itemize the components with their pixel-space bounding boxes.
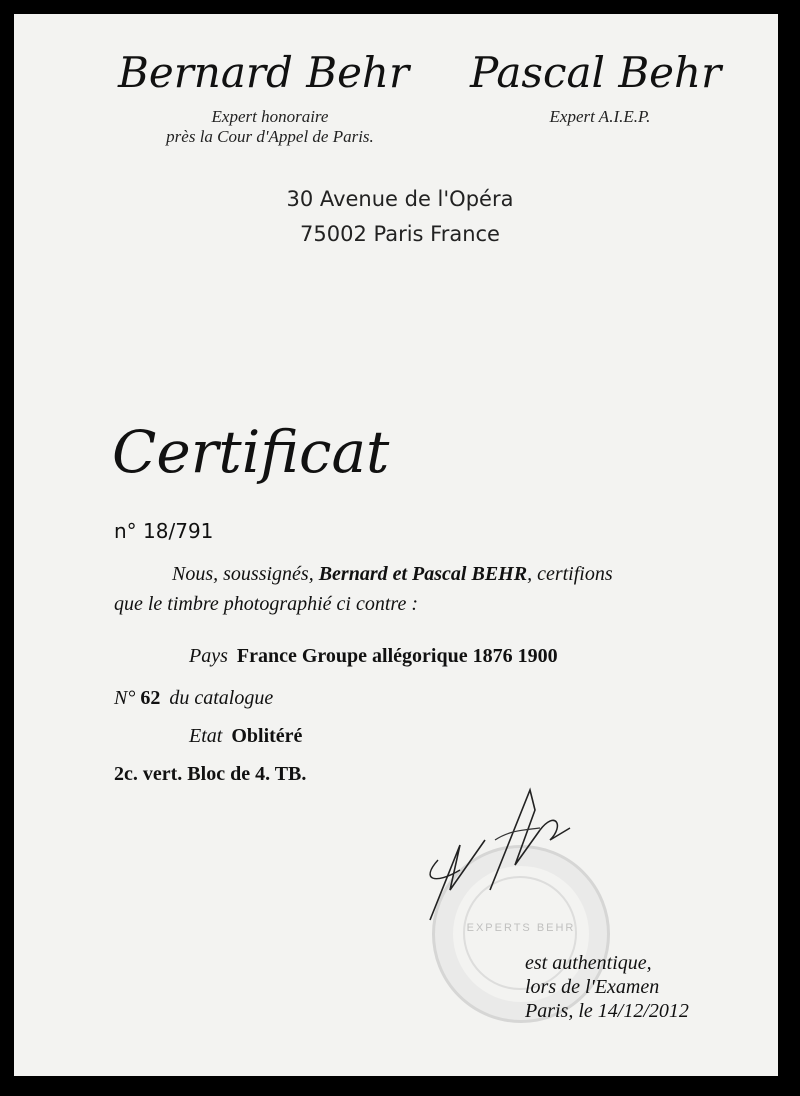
closing-date: Paris, le 14/12/2012 bbox=[525, 1000, 689, 1022]
etat-line bbox=[189, 725, 302, 748]
expert-name-bernard: Bernard Behr bbox=[118, 48, 410, 97]
address-line2: 75002 Paris France bbox=[300, 222, 500, 246]
catalogue-line bbox=[114, 687, 273, 710]
embossed-seal-text: EXPERTS BEHR bbox=[466, 922, 576, 934]
expert-title-line2: près la Cour d'Appel de Paris. bbox=[166, 127, 374, 146]
address-line1: 30 Avenue de l'Opéra bbox=[286, 187, 514, 211]
handwritten-signature bbox=[390, 770, 610, 930]
intro-prefix: Nous, soussignés, bbox=[172, 563, 314, 585]
intro-names: Bernard et Pascal BEHR bbox=[318, 563, 528, 585]
certificate-number: n° 18/791 bbox=[114, 519, 214, 543]
stamp-description: 2c. vert. Bloc de 4. TB. bbox=[114, 763, 307, 785]
catalogue-suffix: du catalogue bbox=[169, 687, 274, 709]
intro-line1 bbox=[172, 563, 613, 586]
etat-value: Oblitéré bbox=[231, 725, 303, 747]
closing-line1: est authentique, bbox=[525, 952, 652, 974]
expert-name-pascal: Pascal Behr bbox=[470, 48, 722, 97]
expert-title-bernard bbox=[120, 107, 420, 147]
pays-value: France Groupe allégorique 1876 1900 bbox=[236, 645, 558, 667]
catalogue-label: N° bbox=[114, 687, 136, 709]
pays-line bbox=[189, 645, 558, 668]
pays-label: Pays bbox=[189, 645, 228, 667]
expert-title-pascal bbox=[520, 107, 680, 127]
certificate-heading: Certificat bbox=[112, 418, 390, 486]
etat-label: Etat bbox=[189, 725, 223, 747]
expert-title-line1: Expert honoraire bbox=[211, 107, 329, 126]
intro-suffix: , certifions bbox=[527, 563, 613, 585]
intro-line2: que le timbre photographié ci contre : bbox=[114, 593, 419, 615]
catalogue-number: 62 bbox=[140, 687, 161, 709]
expert-title-aiep: Expert A.I.E.P. bbox=[549, 107, 651, 126]
closing-line2: lors de l'Examen bbox=[525, 976, 660, 998]
